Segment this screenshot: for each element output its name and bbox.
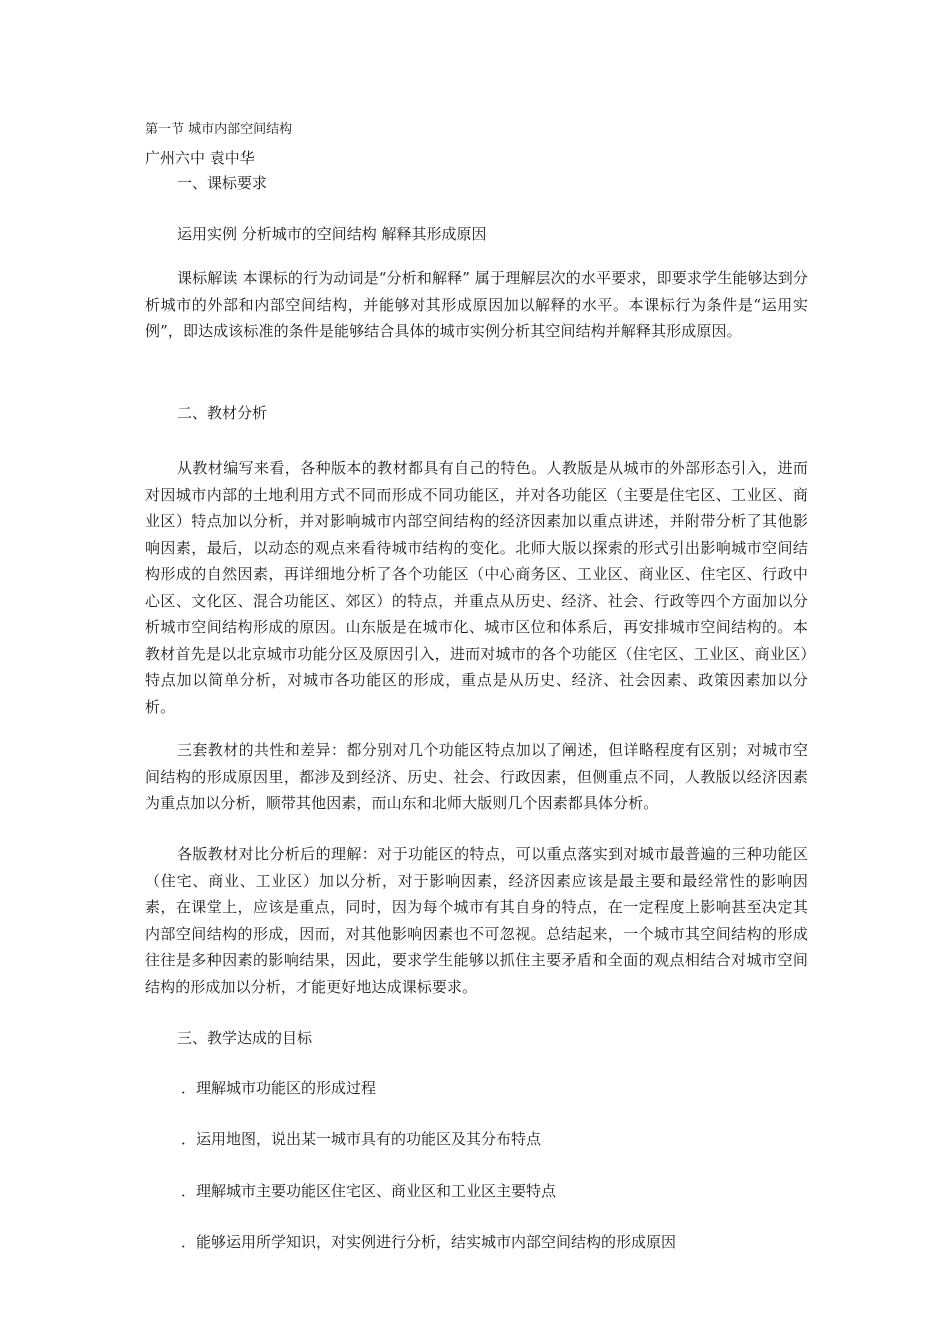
goal-item: ．理解城市功能区的形成过程	[181, 1079, 377, 1097]
textbook-understanding-paragraph: 各版教材对比分析后的理解：对于功能区的特点，可以重点落实到对城市最普遍的三种功能区（住宅、商业、工业区）加以分析，对于影响因素，经济因素应该是最主要和最经常性的影响因素，在课堂上，应该是重点，同时，因为每个城市有其自身的特点，在一定程度上影响甚至决定其内部空间结构的形成，因而，对其他影响因素也不可忽视。总结起来，一个城市其空间结构的形成往往是多种因素的影响结果，因此，要求学生能够以抓住主要矛盾和全面的观点相结合对城市空间结构的形成加以分析，才能更好地达成课标要求。	[145, 845, 808, 996]
heading-teaching-goals: 三、教学达成的目标	[177, 1029, 313, 1047]
author-line: 广州六中 袁中华	[145, 149, 255, 167]
goal-item: ．运用地图，说出某一城市具有的功能区及其分布特点	[181, 1130, 542, 1148]
goal-item: ．理解城市主要功能区住宅区、商业区和工业区主要特点	[181, 1182, 557, 1200]
curriculum-interpretation-paragraph: 课标解读 本课标的行为动词是“分析和解释” 属于理解层次的水平要求，即要求学生能够达到分析城市的外部和内部空间结构，并能够对其形成原因加以解释的水平。本课标行为条件是“运用实例”，即达成该标准的条件是能够结合具体的城市实例分析其空间结构并解释其形成原因。	[145, 269, 808, 340]
section-title: 第一节 城市内部空间结构	[145, 122, 293, 137]
curriculum-standard: 运用实例 分析城市的空间结构 解释其形成原因	[177, 225, 487, 243]
heading-textbook-analysis: 二、教材分析	[177, 404, 268, 422]
textbook-comparison-paragraph: 三套教材的共性和差异：都分别对几个功能区特点加以了阐述，但详略程度有区别；对城市空间结构的形成原因里，都涉及到经济、历史、社会、行政因素，但侧重点不同，人教版以经济因素为重点加以分析，顺带其他因素，而山东和北师大版则几个因素都具体分析。	[145, 741, 808, 812]
goal-item: ．能够运用所学知识，对实例进行分析，结实城市内部空间结构的形成原因	[181, 1233, 677, 1251]
textbook-analysis-paragraph: 从教材编写来看，各种版本的教材都具有自己的特色。人教版是从城市的外部形态引入，进而对因城市内部的土地利用方式不同而形成不同功能区，并对各功能区（主要是住宅区、工业区、商业区）特点加以分析，并对影响城市内部空间结构的经济因素加以重点讲述，并附带分析了其他影响因素，最后，以动态的观点来看待城市结构的变化。北师大版以探索的形式引出影响城市空间结构形成的自然因素，再详细地分析了各个功能区（中心商务区、工业区、商业区、住宅区、行政中心区、文化区、混合功能区、郊区）的特点，并重点从历史、经济、社会、行政等四个方面加以分析城市空间结构形成的原因。山东版是在城市化、城市区位和体系后，再安排城市空间结构的。本教材首先是以北京城市功能分区及原因引入，进而对城市的各个功能区（住宅区、工业区、商业区）特点加以简单分析，对城市各功能区的形成，重点是从历史、经济、社会因素、政策因素加以分析。	[145, 459, 808, 716]
heading-curriculum-requirements: 一、课标要求	[177, 174, 268, 192]
